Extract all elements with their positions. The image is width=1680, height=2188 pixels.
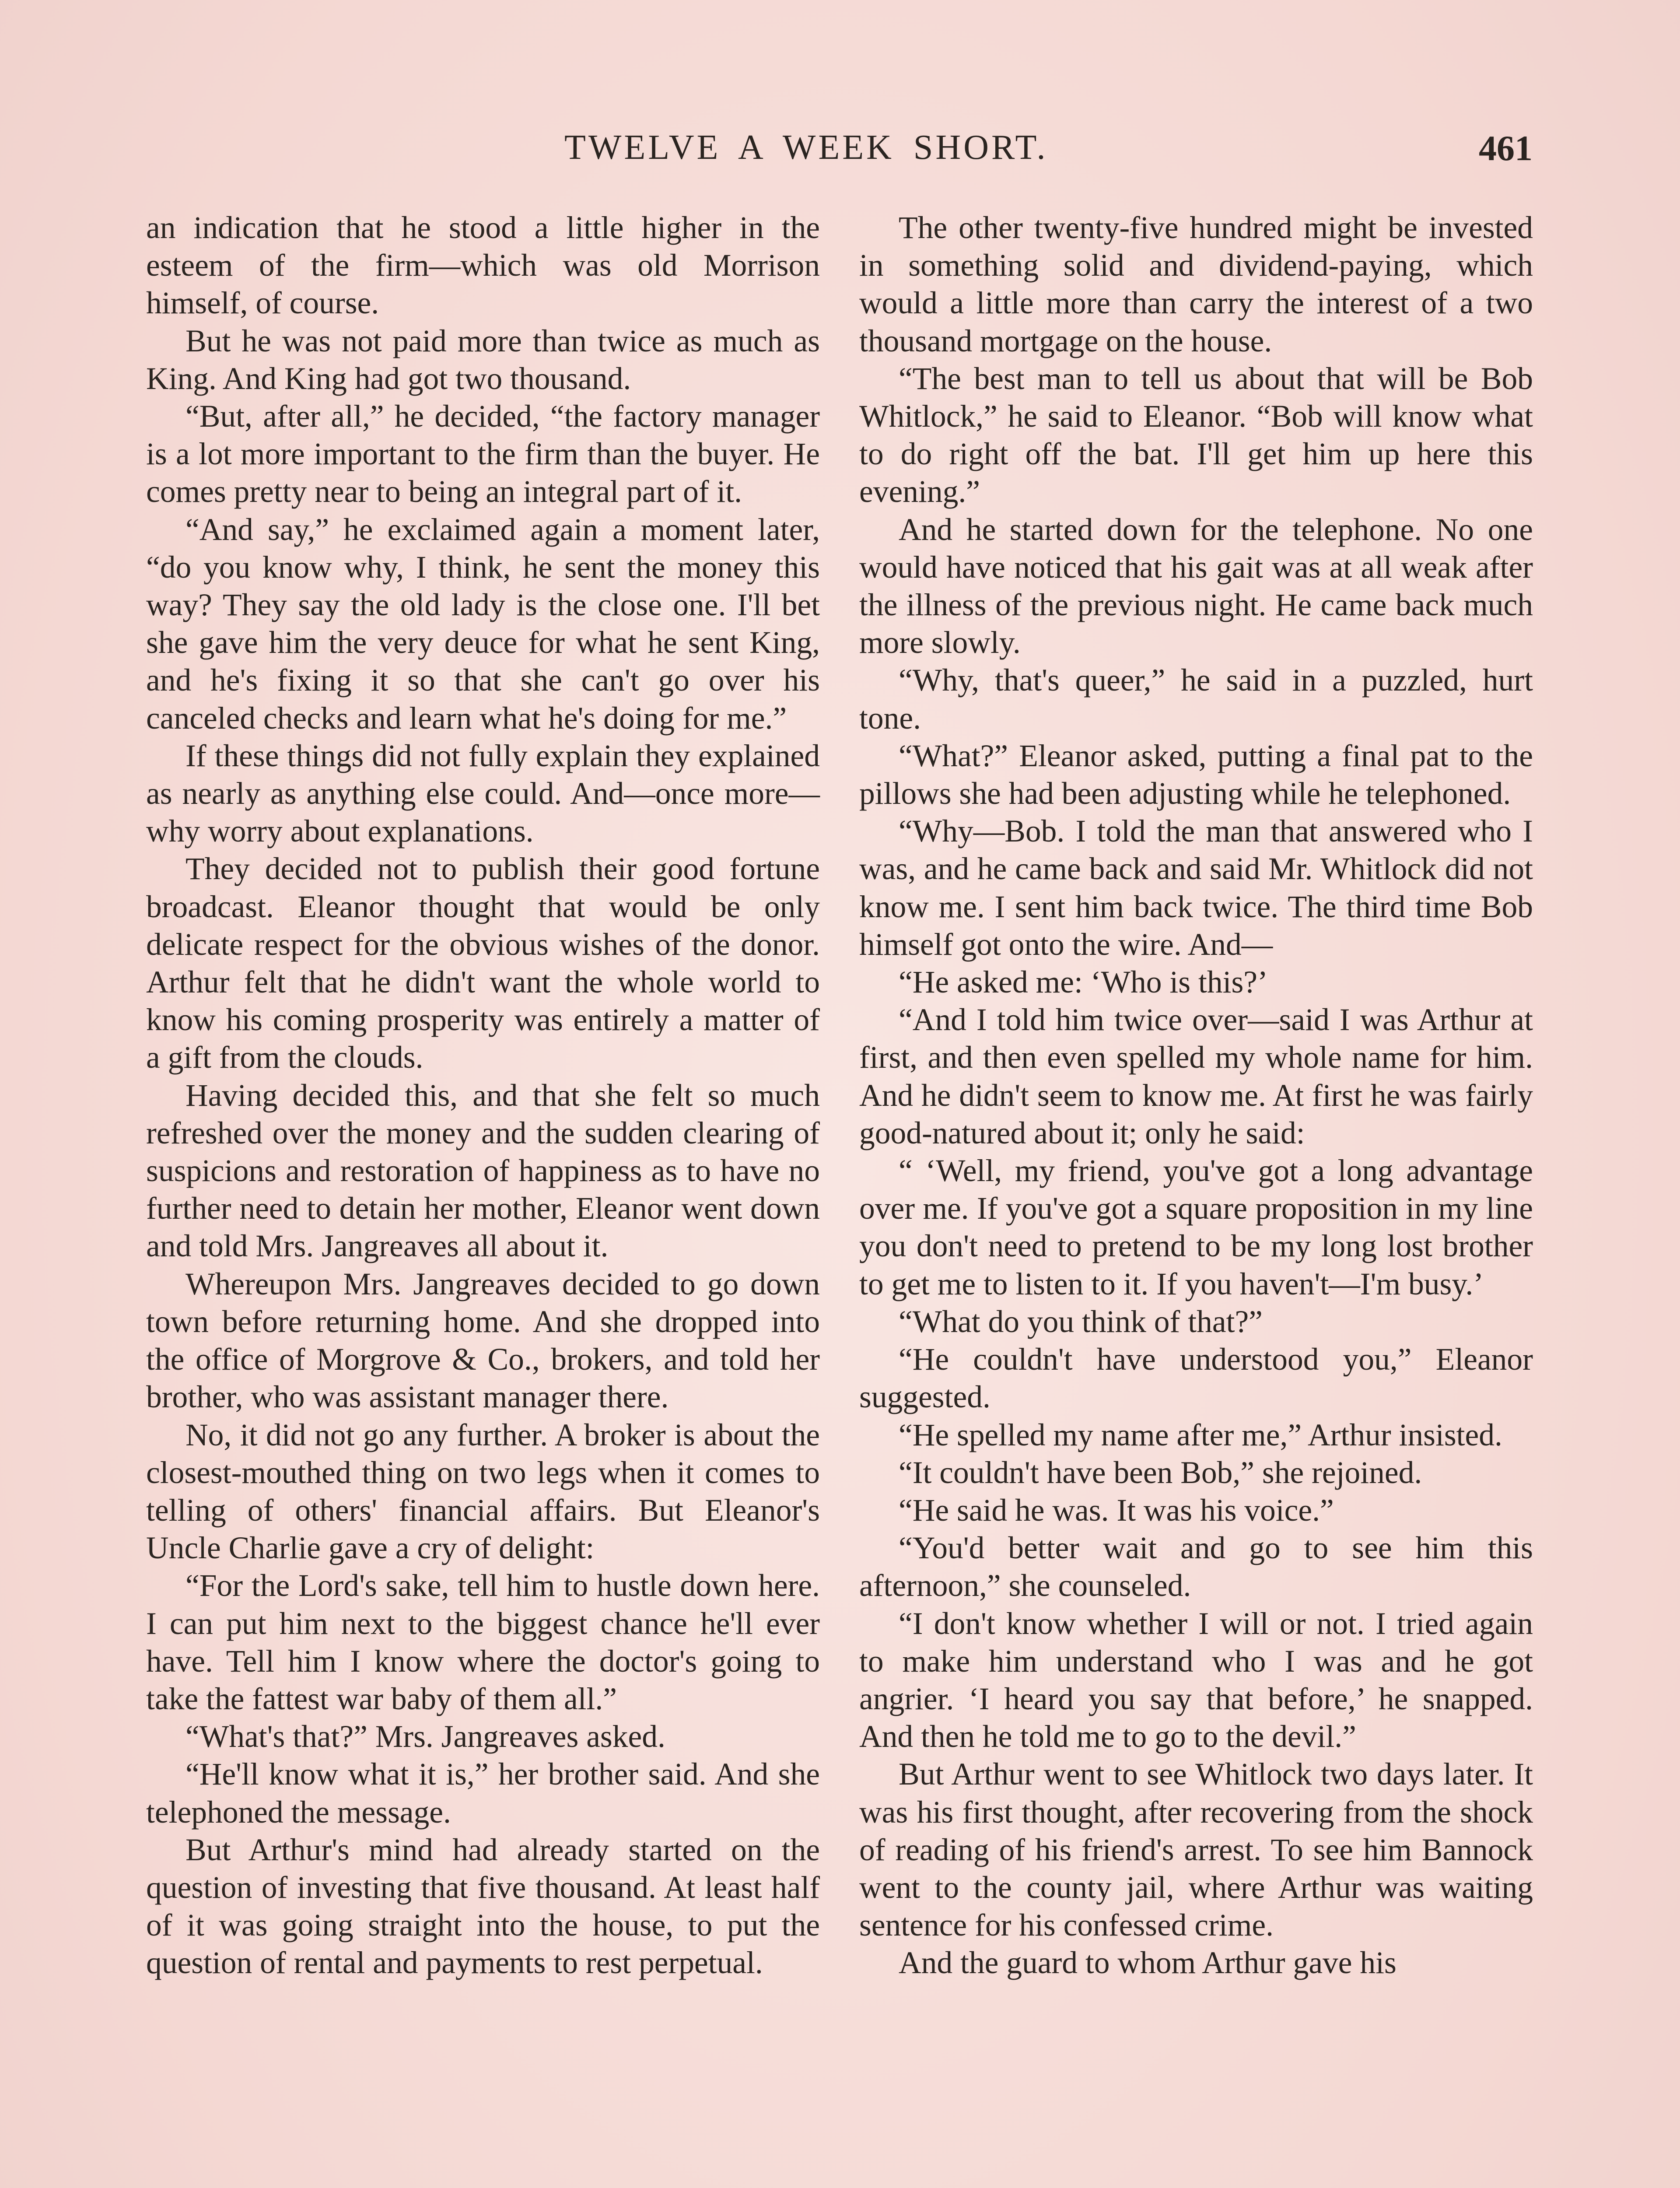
- paragraph: “He'll know what it is,” her brother said. And she telephoned the message.: [146, 1757, 820, 1830]
- paragraph: “What?” Eleanor asked, putting a final pat to the pillows she had been adjusting while he telephoned.: [859, 738, 1533, 811]
- running-title: TWELVE A WEEK SHORT.: [564, 128, 1048, 167]
- paragraph: If these things did not fully explain they explained as nearly as anything else could. And—once more—why worry about explanations.: [146, 738, 820, 849]
- paragraph: “I don't know whether I will or not. I tried again to make him understand who I was and he got angrier. ‘I heard you say that before,’ he snapped. And then he told me to go to the devil.”: [859, 1606, 1533, 1754]
- paragraph: Whereupon Mrs. Jangreaves decided to go down town before returning home. And she dropped into the office of Morgrove & Co., brokers, and told her brother, who was assistant manager there.: [146, 1266, 820, 1415]
- paragraph: But he was not paid more than twice as much as King. And King had got two thousand.: [146, 323, 820, 396]
- paragraph: But Arthur's mind had already started on the question of investing that five thousand. At least half of it was going straight into the house, to put the question of rental and payments to rest perpetual.: [146, 1832, 820, 1981]
- paragraph: “He said he was. It was his voice.”: [899, 1493, 1334, 1528]
- paragraph: No, it did not go any further. A broker is about the closest-mouthed thing on two legs when it comes to telling of others' financial affairs. But Eleanor's Uncle Charlie gave a cry of delight:: [146, 1417, 820, 1566]
- paragraph: “He couldn't have understood you,” Eleanor suggested.: [859, 1342, 1533, 1415]
- paragraph: “Why—Bob. I told the man that answered who I was, and he came back and said Mr. Whitlock did not know me. I sent him back twice. The third time Bob himself got onto the wire. And—: [859, 814, 1533, 962]
- paragraph: The other twenty-five hundred might be invested in something solid and dividend-paying, which would a little more than carry the interest of a two thousand mortgage on the house.: [859, 210, 1533, 358]
- paragraph: “He asked me: ‘Who is this?’: [899, 965, 1268, 1000]
- paragraph: And he started down for the telephone. No one would have noticed that his gait was at all weak after the illness of the previous night. He came back much more slowly.: [859, 512, 1533, 660]
- left-column: [146, 209, 820, 1982]
- paragraph: “You'd better wait and go to see him this afternoon,” she counseled.: [859, 1531, 1533, 1603]
- paragraph: “He spelled my name after me,” Arthur insisted.: [899, 1417, 1502, 1452]
- paragraph: “What do you think of that?”: [899, 1304, 1263, 1339]
- paragraph: “And say,” he exclaimed again a moment later, “do you know why, I think, he sent the money this way? They say the old lady is the close one. I'll bet she gave him the very deuce for what he sent King, and he's fixing it so that she can't go over his canceled checks and learn what he's doing for me.”: [146, 512, 820, 736]
- paragraph: “For the Lord's sake, tell him to hustle down here. I can put him next to the biggest chance he'll ever have. Tell him I know where the doctor's going to take the fattest war baby of them all.”: [146, 1568, 820, 1716]
- paragraph: But Arthur went to see Whitlock two days later. It was his first thought, after recovering from the shock of reading of his friend's arrest. To see him Bannock went to the county jail, where Arthur was waiting sentence for his confessed crime.: [859, 1757, 1533, 1943]
- page-number: 461: [1479, 128, 1533, 168]
- paragraph: “But, after all,” he decided, “the factory manager is a lot more important to the firm than the buyer. He comes pretty near to being an integral part of it.: [146, 399, 820, 509]
- paragraph: “Why, that's queer,” he said in a puzzled, hurt tone.: [859, 663, 1533, 736]
- paragraph: “And I told him twice over—said I was Arthur at first, and then even spelled my whole name for him. And he didn't seem to know me. At first he was fairly good-natured about it; only he said:: [859, 1003, 1533, 1150]
- paragraph: “What's that?” Mrs. Jangreaves asked.: [186, 1719, 665, 1754]
- paragraph: an indication that he stood a little higher in the esteem of the firm—which was old Morrison himself, of course.: [146, 210, 820, 321]
- paragraph: “It couldn't have been Bob,” she rejoined.: [899, 1455, 1422, 1490]
- paragraph: “ ‘Well, my friend, you've got a long advantage over me. If you've got a square proposition in my line you don't need to pretend to be my long lost brother to get me to listen to it. If you haven't—I'm busy.’: [859, 1154, 1533, 1301]
- paragraph: “The best man to tell us about that will be Bob Whitlock,” he said to Eleanor. “Bob will know what to do right off the bat. I'll get him up here this evening.”: [859, 361, 1533, 509]
- paragraph: And the guard to whom Arthur gave his: [899, 1946, 1396, 1981]
- right-column: [859, 209, 1533, 1982]
- paragraph: Having decided this, and that she felt so much refreshed over the money and the sudden clearing of suspicions and restoration of happiness as to have no further need to detain her mother, Eleanor went down and told Mrs. Jangreaves all about it.: [146, 1078, 820, 1264]
- paragraph: They decided not to publish their good fortune broadcast. Eleanor thought that would be only delicate respect for the obvious wishes of the donor. Arthur felt that he didn't want the whole world to know his coming prosperity was entirely a matter of a gift from the clouds.: [146, 852, 820, 1075]
